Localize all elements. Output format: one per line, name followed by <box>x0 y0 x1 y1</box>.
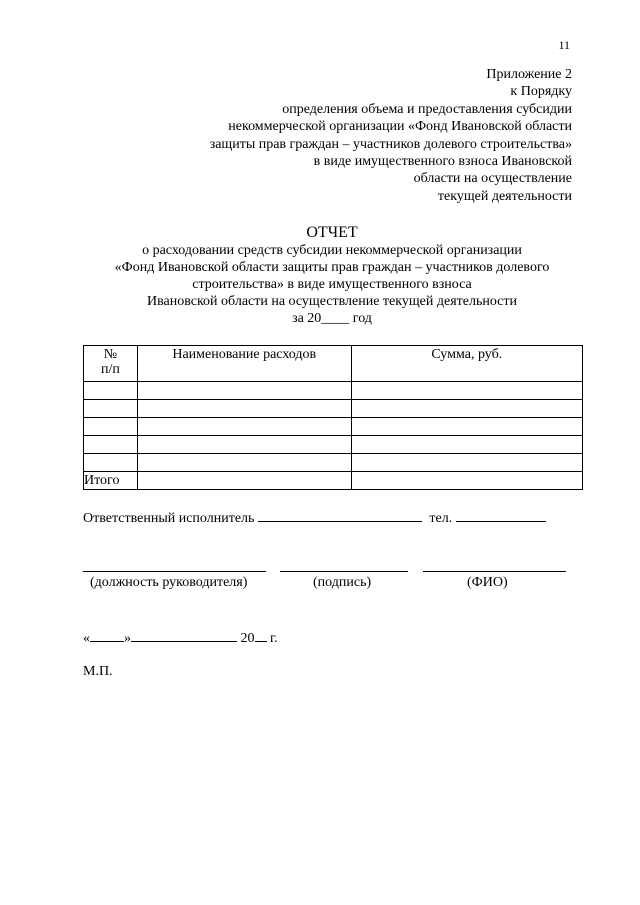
table-row <box>84 436 583 454</box>
date-month-field[interactable] <box>131 627 237 642</box>
date-close-quote: » <box>124 631 131 646</box>
date-open-quote: « <box>83 631 90 646</box>
total-label: Итого <box>84 472 138 490</box>
table-cell[interactable] <box>137 400 351 418</box>
table-row <box>84 382 583 400</box>
total-amount-cell[interactable] <box>351 472 582 490</box>
subtitle-line: строительства» в виде имущественного взноса <box>192 277 472 292</box>
signature-field[interactable] <box>280 571 408 572</box>
expenses-table <box>83 345 583 490</box>
table-header-row <box>84 346 583 382</box>
position-field[interactable] <box>83 571 266 572</box>
table-cell[interactable] <box>351 382 582 400</box>
appendix-line: определения объема и предоставления субсидии <box>282 101 572 117</box>
appendix-line: защиты прав граждан – участников долевого строительства» <box>209 136 572 152</box>
total-row <box>84 472 583 490</box>
appendix-line: в виде имущественного взноса Ивановской <box>313 154 572 170</box>
appendix-line: Приложение 2 <box>486 67 572 82</box>
appendix-line: области на осуществление <box>413 171 572 187</box>
report-subtitle <box>0 242 640 327</box>
page-number: 11 <box>558 38 570 52</box>
table-cell[interactable] <box>137 436 351 454</box>
phone-label: тел. <box>429 511 453 526</box>
subtitle-line: о расходовании средств субсидии некоммерческой организации <box>142 243 522 258</box>
fio-caption: (ФИО) <box>467 575 508 590</box>
position-caption: (должность руководителя) <box>90 575 248 590</box>
subtitle-line: «Фонд Ивановской области защиты прав граждан – участников долевого <box>114 260 550 275</box>
name-field[interactable] <box>423 571 566 572</box>
table-row <box>84 418 583 436</box>
table-cell[interactable] <box>351 400 582 418</box>
header-expense-name: Наименование расходов <box>137 346 351 382</box>
total-cell[interactable] <box>137 472 351 490</box>
table-cell[interactable] <box>137 454 351 472</box>
date-year-field[interactable] <box>255 627 267 642</box>
stamp-label: М.П. <box>83 664 113 679</box>
table-cell[interactable] <box>351 418 582 436</box>
phone-field[interactable] <box>456 507 546 522</box>
responsible-name-field[interactable] <box>258 507 422 522</box>
table-cell[interactable] <box>84 382 138 400</box>
responsible-label: Ответственный исполнитель <box>83 511 255 526</box>
appendix-line: текущей деятельности <box>437 188 572 204</box>
date-day-field[interactable] <box>90 627 124 642</box>
table-cell[interactable] <box>351 436 582 454</box>
appendix-line: некоммерческой организации «Фонд Ивановской области <box>228 119 572 135</box>
responsible-line <box>83 507 546 527</box>
signature-caption: (подпись) <box>313 575 372 590</box>
table-cell[interactable] <box>84 400 138 418</box>
subtitle-line: за 20____ год <box>292 311 372 326</box>
date-year-prefix: 20 <box>240 631 255 646</box>
table-cell[interactable] <box>84 454 138 472</box>
header-number: № п/п <box>84 346 138 382</box>
table-cell[interactable] <box>84 418 138 436</box>
table-row <box>84 400 583 418</box>
table-cell[interactable] <box>351 454 582 472</box>
table-cell[interactable] <box>84 436 138 454</box>
table-cell[interactable] <box>137 382 351 400</box>
appendix-header <box>210 66 572 205</box>
table-row <box>84 454 583 472</box>
subtitle-line: Ивановской области на осуществление текущей деятельности <box>146 294 517 309</box>
appendix-line: к Порядку <box>510 84 572 100</box>
date-line <box>83 627 278 647</box>
date-year-suffix: г. <box>270 631 278 646</box>
table-cell[interactable] <box>137 418 351 436</box>
header-amount: Сумма, руб. <box>351 346 582 382</box>
report-title: ОТЧЕТ <box>306 224 358 241</box>
